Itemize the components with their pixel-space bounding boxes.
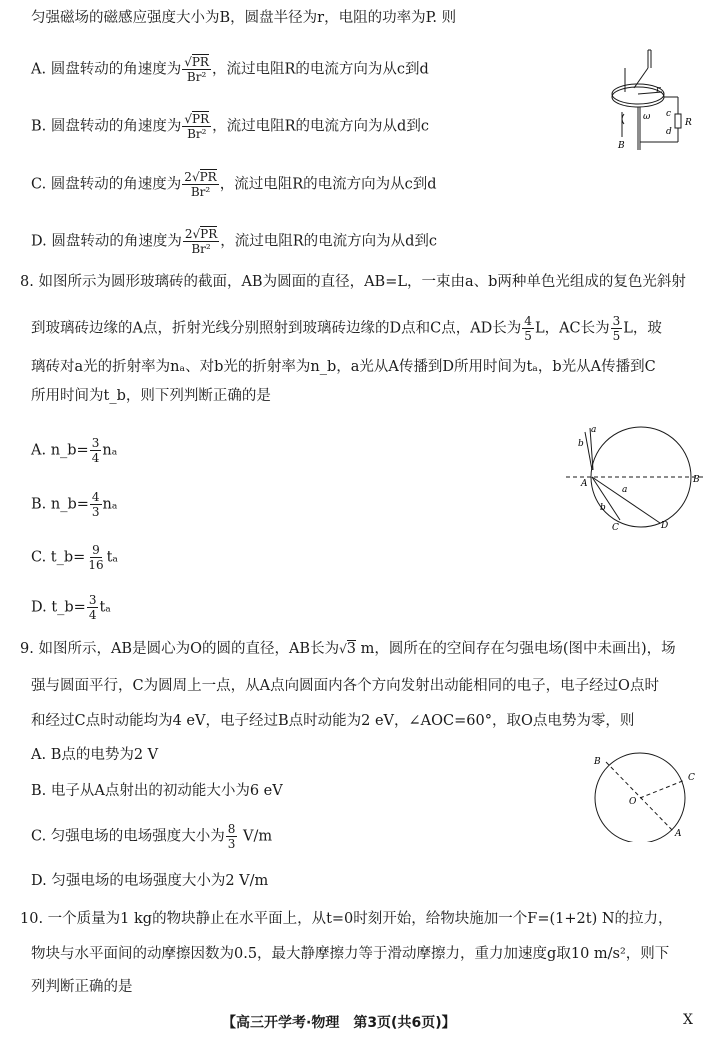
q9-option-d: D. 匀强电场的电场强度大小为2 V/m <box>31 873 269 889</box>
q9-label-B: B <box>594 757 601 767</box>
q10-line-3: 列判断正确的是 <box>31 979 133 995</box>
q8-line-3: 璃砖对a光的折射率为nₐ、对b光的折射率为n_b，a光从A传播到D所用时间为tₐ，b光从A传播到C <box>31 359 656 375</box>
q8-option-b: B. n_b= $\frac{4}{3}$ nₐ <box>31 490 118 519</box>
q8-line-2: 到玻璃砖边缘的A点，折射光线分别照射到玻璃砖边缘的D点和C点，AD长为 $\frac{4}{5}$ L，AC长为 $\frac{3}{5}$ L，玻 <box>31 314 662 343</box>
q9-line-3: 和经过C点时动能均为4 eV，电子经过B点时动能为2 eV，∠AOC=60°，取O点电势为零，则 <box>31 713 635 729</box>
q8-label-b: b <box>578 439 584 449</box>
q8-option-a: A. n_b= $\frac{3}{4}$ nₐ <box>31 436 118 465</box>
q8-label-b-ray: b <box>600 503 606 513</box>
q9-label-A: A <box>675 829 682 839</box>
q8-label-a-ray: a <box>622 485 628 495</box>
q9-option-b: B. 电子从A点射出的初动能大小为6 eV <box>31 783 283 799</box>
q7-label-c: c <box>666 109 672 119</box>
q8-line-1: 8. 如图所示为圆形玻璃砖的截面，AB为圆面的直径，AB=L，一束由a、b两种单色光组成的复色光斜射 <box>20 274 686 290</box>
q8-label-A: A <box>581 479 588 489</box>
q10-line-2: 物块与水平面间的动摩擦因数为0.5，最大静摩擦力等于滑动摩擦力，重力加速度g取10 m/s²，则下 <box>31 946 670 962</box>
q7-label-R: R <box>685 118 692 128</box>
q7-option-c: C. 圆盘转动的角速度为 $\frac{2√PR}{\text{Br²}}$ ，流过电阻R的电流方向为从c到d <box>31 170 437 199</box>
q8-option-c: C. t_b= $\frac{9}{16}$ tₐ <box>31 543 119 572</box>
q8-line-4: 所用时间为t_b，则下列判断正确的是 <box>31 388 271 404</box>
q7-option-d: D. 圆盘转动的角速度为 $\frac{2√PR}{\text{Br²}}$ ，流过电阻R的电流方向为从d到c <box>31 227 438 256</box>
q7-disc-figure <box>600 42 706 160</box>
q8-glass-figure <box>560 420 706 538</box>
q9-line-2: 强与圆面平行，C为圆周上一点，从A点向圆面内各个方向发射出动能相同的电子，电子经过O点时 <box>31 678 659 694</box>
footer-code: X <box>683 1012 693 1028</box>
q7-label-d: d <box>666 127 672 137</box>
q8-label-B: B <box>693 475 700 485</box>
q9-circle-figure <box>586 722 706 842</box>
q10-line-1: 10. 一个质量为1 kg的物块静止在水平面上，从t=0时刻开始，给物块施加一个F=(1+2t) N的拉力， <box>20 911 673 927</box>
q9-label-O: O <box>629 797 637 807</box>
q8-option-d: D. t_b= $\frac{3}{4}$ tₐ <box>31 593 111 622</box>
q7-label-r: r <box>656 85 661 95</box>
q8-label-C: C <box>612 523 619 533</box>
q9-option-c: C. 匀强电场的电场强度大小为 $\frac{8}{3}$ V/m <box>31 822 273 851</box>
q9-label-C: C <box>688 773 695 783</box>
footer-title: 【高三开学考·物理 第3页(共6页)】 <box>222 1015 456 1031</box>
q7-label-B: B <box>618 141 625 151</box>
q7-option-a: A. 圆盘转动的角速度为 $\frac{√PR}{\text{Br²}}$ ，流过电阻R的电流方向为从c到d <box>31 55 429 84</box>
q7-label-omega: ω <box>643 112 651 122</box>
q8-label-a: a <box>591 425 597 435</box>
q7-option-b: B. 圆盘转动的角速度为 $\frac{√PR}{\text{Br²}}$ ，流过电阻R的电流方向为从d到c <box>31 112 429 141</box>
q9-option-a: A. B点的电势为2 V <box>31 747 159 763</box>
q9-line-1: 9. 如图所示，AB是圆心为O的圆的直径，AB长为√3 m，圆所在的空间存在匀强电场(图中未画出)，场 <box>20 641 676 657</box>
q7-stem: 匀强磁场的磁感应强度大小为B，圆盘半径为r，电阻的功率为P. 则 <box>31 10 457 26</box>
q8-label-D: D <box>661 521 669 531</box>
